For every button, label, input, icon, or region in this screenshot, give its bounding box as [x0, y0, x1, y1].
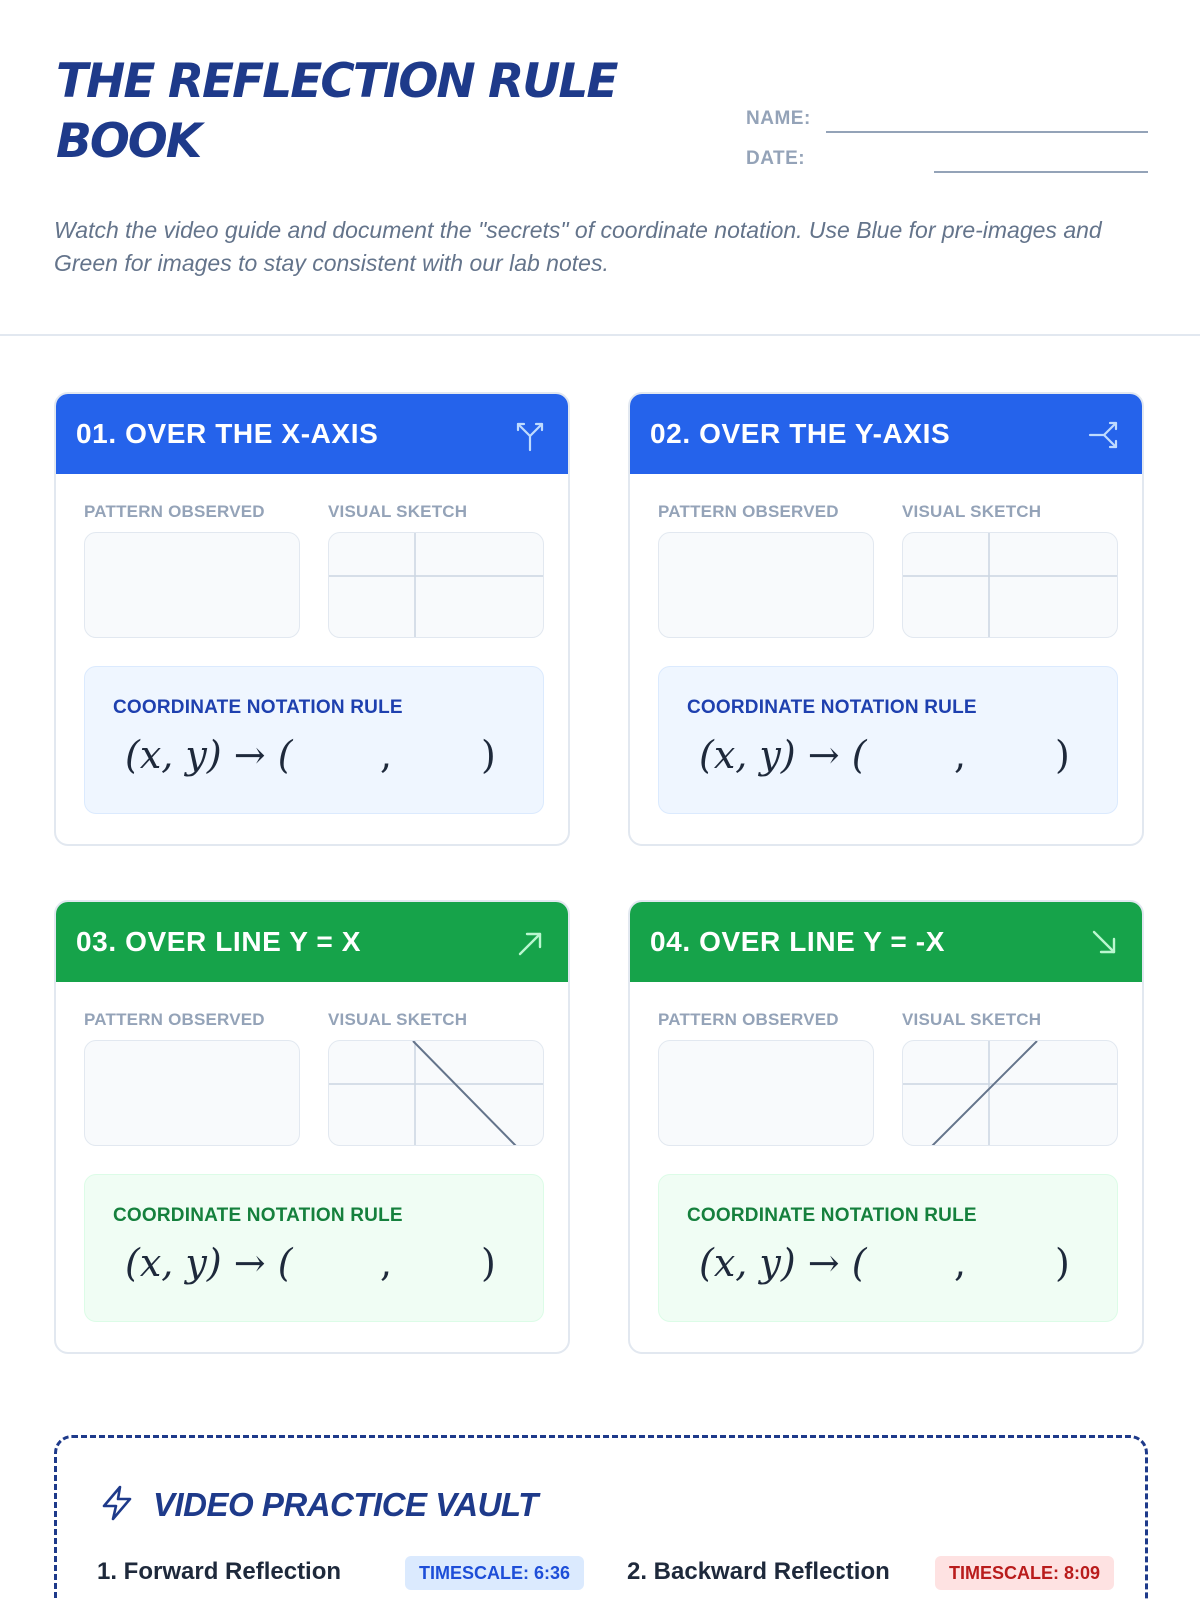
- reflection-line: [931, 1041, 1037, 1146]
- date-field[interactable]: [934, 171, 1148, 173]
- sketch-axes: [329, 1041, 544, 1146]
- pattern-label: PATTERN OBSERVED: [84, 502, 265, 521]
- card-header: [630, 394, 1142, 474]
- sketch-box[interactable]: [902, 532, 1118, 638]
- sketch-axes: [329, 533, 544, 638]
- lightning-icon: [99, 1484, 135, 1522]
- rule-panel: [658, 666, 1118, 814]
- timescale-badge: TIMESCALE: 8:09: [935, 1556, 1114, 1590]
- pattern-label: PATTERN OBSERVED: [658, 502, 839, 521]
- rule-formula[interactable]: [699, 1241, 1071, 1295]
- formula-lhs: (x, y) → (: [125, 733, 293, 777]
- formula-close: ): [481, 1241, 496, 1285]
- card-title: 01. OVER THE X-AXIS: [76, 418, 379, 449]
- pattern-answer-box[interactable]: [84, 532, 300, 638]
- split-arrows-up-icon: [514, 418, 548, 452]
- name-field[interactable]: [826, 131, 1148, 133]
- rule-panel: [84, 666, 544, 814]
- card-title: 02. OVER THE Y-AXIS: [650, 418, 951, 449]
- card-header: [56, 394, 568, 474]
- card-header: [630, 902, 1142, 982]
- sketch-axes: [903, 1041, 1118, 1146]
- card-y-axis: [628, 392, 1144, 846]
- arrow-up-right-icon: [514, 926, 548, 960]
- card-line-y-equals-x: [54, 900, 570, 1354]
- formula-comma: ,: [954, 1241, 967, 1285]
- card-title: 04. OVER LINE Y = -X: [650, 926, 945, 957]
- pattern-answer-box[interactable]: [658, 532, 874, 638]
- rule-formula[interactable]: [125, 1241, 497, 1295]
- rule-formula[interactable]: [125, 733, 497, 787]
- page-title: THE REFLECTION RULE BOOK: [56, 54, 617, 169]
- sketch-label: VISUAL SKETCH: [328, 502, 468, 521]
- timescale-badge: TIMESCALE: 6:36: [405, 1556, 584, 1590]
- video-practice-vault: [54, 1435, 1148, 1600]
- rule-label: COORDINATE NOTATION RULE: [687, 1205, 977, 1226]
- vault-title: VIDEO PRACTICE VAULT: [153, 1486, 538, 1523]
- reflection-line: [413, 1041, 517, 1146]
- vault-item-backward-reflection[interactable]: 2. Backward Reflection: [627, 1558, 890, 1585]
- pattern-answer-box[interactable]: [658, 1040, 874, 1146]
- vault-item-forward-reflection[interactable]: 1. Forward Reflection: [97, 1558, 342, 1585]
- arrow-down-right-icon: [1088, 926, 1122, 960]
- name-label: NAME:: [746, 108, 811, 129]
- sketch-label: VISUAL SKETCH: [902, 502, 1042, 521]
- date-label: DATE:: [746, 148, 806, 169]
- formula-close: ): [1055, 1241, 1070, 1285]
- sketch-label: VISUAL SKETCH: [328, 1010, 468, 1029]
- pattern-label: PATTERN OBSERVED: [84, 1010, 265, 1029]
- rule-panel: [84, 1174, 544, 1322]
- formula-comma: ,: [954, 733, 967, 777]
- card-x-axis: [54, 392, 570, 846]
- sketch-box[interactable]: [328, 1040, 544, 1146]
- intro-text: Watch the video guide and document the "secrets" of coordinate notation. Use Blue for pre-images and Green for images to stay consistent with our lab notes.: [54, 217, 1102, 276]
- formula-lhs: (x, y) → (: [125, 1241, 293, 1285]
- card-title: 03. OVER LINE Y = X: [76, 926, 362, 957]
- sketch-label: VISUAL SKETCH: [902, 1010, 1042, 1029]
- pattern-answer-box[interactable]: [84, 1040, 300, 1146]
- pattern-label: PATTERN OBSERVED: [658, 1010, 839, 1029]
- card-header: [56, 902, 568, 982]
- formula-close: ): [1055, 733, 1070, 777]
- rule-label: COORDINATE NOTATION RULE: [113, 697, 403, 718]
- formula-comma: ,: [380, 733, 393, 777]
- card-line-y-equals-neg-x: [628, 900, 1144, 1354]
- split-arrows-right-icon: [1088, 418, 1122, 452]
- formula-close: ): [481, 733, 496, 777]
- sketch-axes: [903, 533, 1118, 638]
- formula-lhs: (x, y) → (: [699, 1241, 867, 1285]
- rule-panel: [658, 1174, 1118, 1322]
- sketch-box[interactable]: [328, 532, 544, 638]
- sketch-box[interactable]: [902, 1040, 1118, 1146]
- formula-comma: ,: [380, 1241, 393, 1285]
- rule-label: COORDINATE NOTATION RULE: [687, 697, 977, 718]
- rule-formula[interactable]: [699, 733, 1071, 787]
- rule-label: COORDINATE NOTATION RULE: [113, 1205, 403, 1226]
- worksheet-header: [0, 0, 1200, 336]
- formula-lhs: (x, y) → (: [699, 733, 867, 777]
